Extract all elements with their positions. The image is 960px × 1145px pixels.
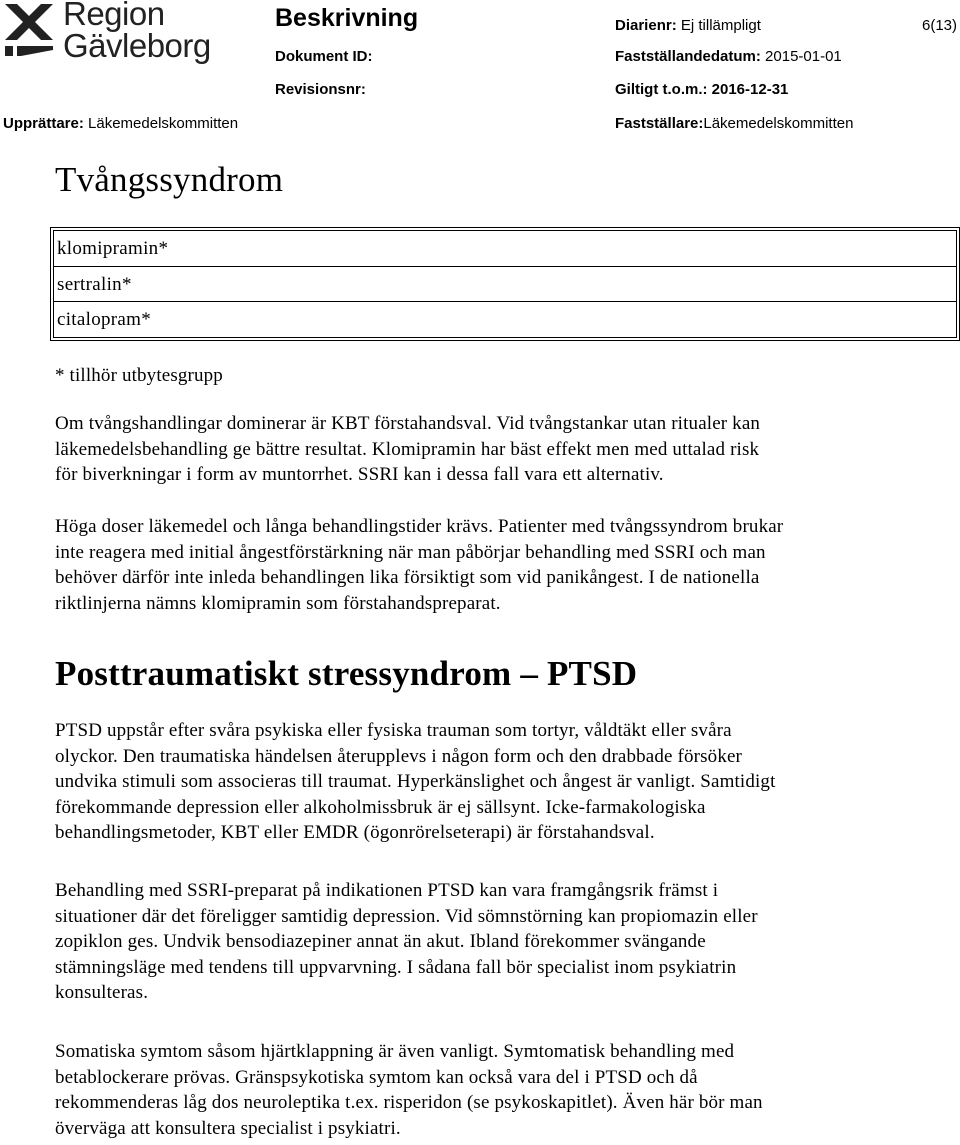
text-line: behandlingsmetoder, KBT eller EMDR (ögonrörelseterapi) är förstahandsval. [55, 822, 655, 843]
drug-list-table [50, 227, 960, 341]
paragraph-ptsd-2 [55, 878, 955, 1006]
upprattare [3, 115, 238, 132]
paragraph-tvang-1 [55, 411, 955, 488]
text-line: konsulteras. [55, 982, 149, 1003]
drug-row: citalopram* [57, 309, 152, 330]
text-line: riktlinjerna nämns klomipramin som förstahandspreparat. [55, 592, 501, 614]
text-line: behöver därför inte inleda behandlingen lika försiktigt som vid panikångest. I de nationella [55, 567, 760, 588]
text-line: betablockerare prövas. Gränspsykotiska symtom kan också vara del i PTSD och då [55, 1066, 698, 1088]
faststallare [615, 115, 853, 132]
page-number: 6(13) [922, 17, 958, 34]
upprattare-value: Läkemedelskommitten [88, 115, 239, 132]
logo-text-region: Region [63, 0, 165, 32]
diarienr-value: Ej tillämpligt [680, 17, 761, 34]
text-line: PTSD uppstår efter svåra psykiska eller fysiska trauman som tortyr, våldtäkt eller svåra [55, 720, 732, 741]
text-line: Somatiska symtom såsom hjärtklappning är även vanligt. Symtomatisk behandling med [55, 1041, 735, 1062]
revisionsnr-label: Revisionsnr: [275, 81, 366, 98]
text-line: olyckor. Den traumatiska händelsen återupplevs i någon form och den drabbade försöker [55, 745, 743, 767]
paragraph-tvang-2 [55, 514, 955, 616]
giltigt-tom-value: 2016-12-31 [711, 81, 789, 98]
giltigt-tom-label: Giltigt t.o.m.: [615, 81, 708, 98]
text-line: läkemedelsbehandling ge bättre resultat. Klomipramin har bäst effekt men med uttalad risk [55, 438, 760, 460]
text-line: Höga doser läkemedel och långa behandlingstider krävs. Patienter med tvångssyndrom brukar [55, 516, 784, 537]
logo-text-gavleborg: Gävleborg [63, 27, 211, 64]
giltigt-tom [615, 81, 788, 98]
dokument-id-label: Dokument ID: [275, 48, 373, 65]
faststallandedatum [615, 48, 842, 65]
paragraph-ptsd-3 [55, 1039, 955, 1141]
region-gavleborg-logo [3, 0, 213, 62]
section-title-tvangssyndrom: Tvångssyndrom [55, 160, 284, 199]
upprattare-label: Upprättare: [3, 115, 84, 132]
revisionsnr [275, 81, 366, 98]
text-line: inte reagera med initial ångestförstärkning när man påbörjar behandling med SSRI och man [55, 541, 766, 563]
drug-row: sertralin* [54, 267, 956, 303]
paragraph-ptsd-1 [55, 718, 955, 846]
faststallare-label: Fastställare: [615, 115, 704, 132]
footnote-utbytesgrupp: * tillhör utbytesgrupp [55, 365, 223, 386]
section-title-ptsd: Posttraumatiskt stressyndrom – PTSD [55, 654, 638, 693]
text-line: zopiklon ges. Undvik bensodiazepiner annat än akut. Ibland förekommer svängande [55, 931, 706, 952]
text-line: för biverkningar i form av muntorrhet. SSRI kan i dessa fall vara ett alternativ. [55, 464, 664, 485]
text-line: överväga att konsultera specialist i psykiatri. [55, 1117, 401, 1139]
faststallandedatum-label: Fastställandedatum: [615, 48, 761, 65]
text-line: rekommenderas låg dos neuroleptika t.ex. risperidon (se psykoskapitlet). Även här bör man [55, 1092, 763, 1113]
drug-row: klomipramin* [54, 231, 956, 267]
diarienr-label: Diarienr: [615, 17, 677, 34]
text-line: undvika stimuli som associeras till traumat. Hyperkänslighet och ångest är vanligt. Samtidigt [55, 771, 776, 792]
text-line: stämningsläge med tendens till uppvarvning. I sådana fall bör specialist inom psykiatrin [55, 956, 737, 978]
faststallare-value: Läkemedelskommitten [703, 115, 854, 132]
text-line: förekommande depression eller alkoholmissbruk är ej sällsynt. Icke-farmakologiska [55, 796, 706, 818]
text-line: Behandling med SSRI-preparat på indikationen PTSD kan vara framgångsrik främst i [55, 880, 719, 901]
text-line: Om tvångshandlingar dominerar är KBT förstahandsval. Vid tvångstankar utan ritualer kan [55, 413, 761, 434]
region-logo-icon [3, 2, 55, 58]
document-type: Beskrivning [275, 4, 419, 32]
diarienr [615, 17, 761, 34]
dokument-id [275, 48, 373, 65]
text-line: situationer där det föreligger samtidig depression. Vid sömnstörning kan propiomazin eller [55, 905, 758, 927]
faststallandedatum-value: 2015-01-01 [765, 48, 842, 65]
